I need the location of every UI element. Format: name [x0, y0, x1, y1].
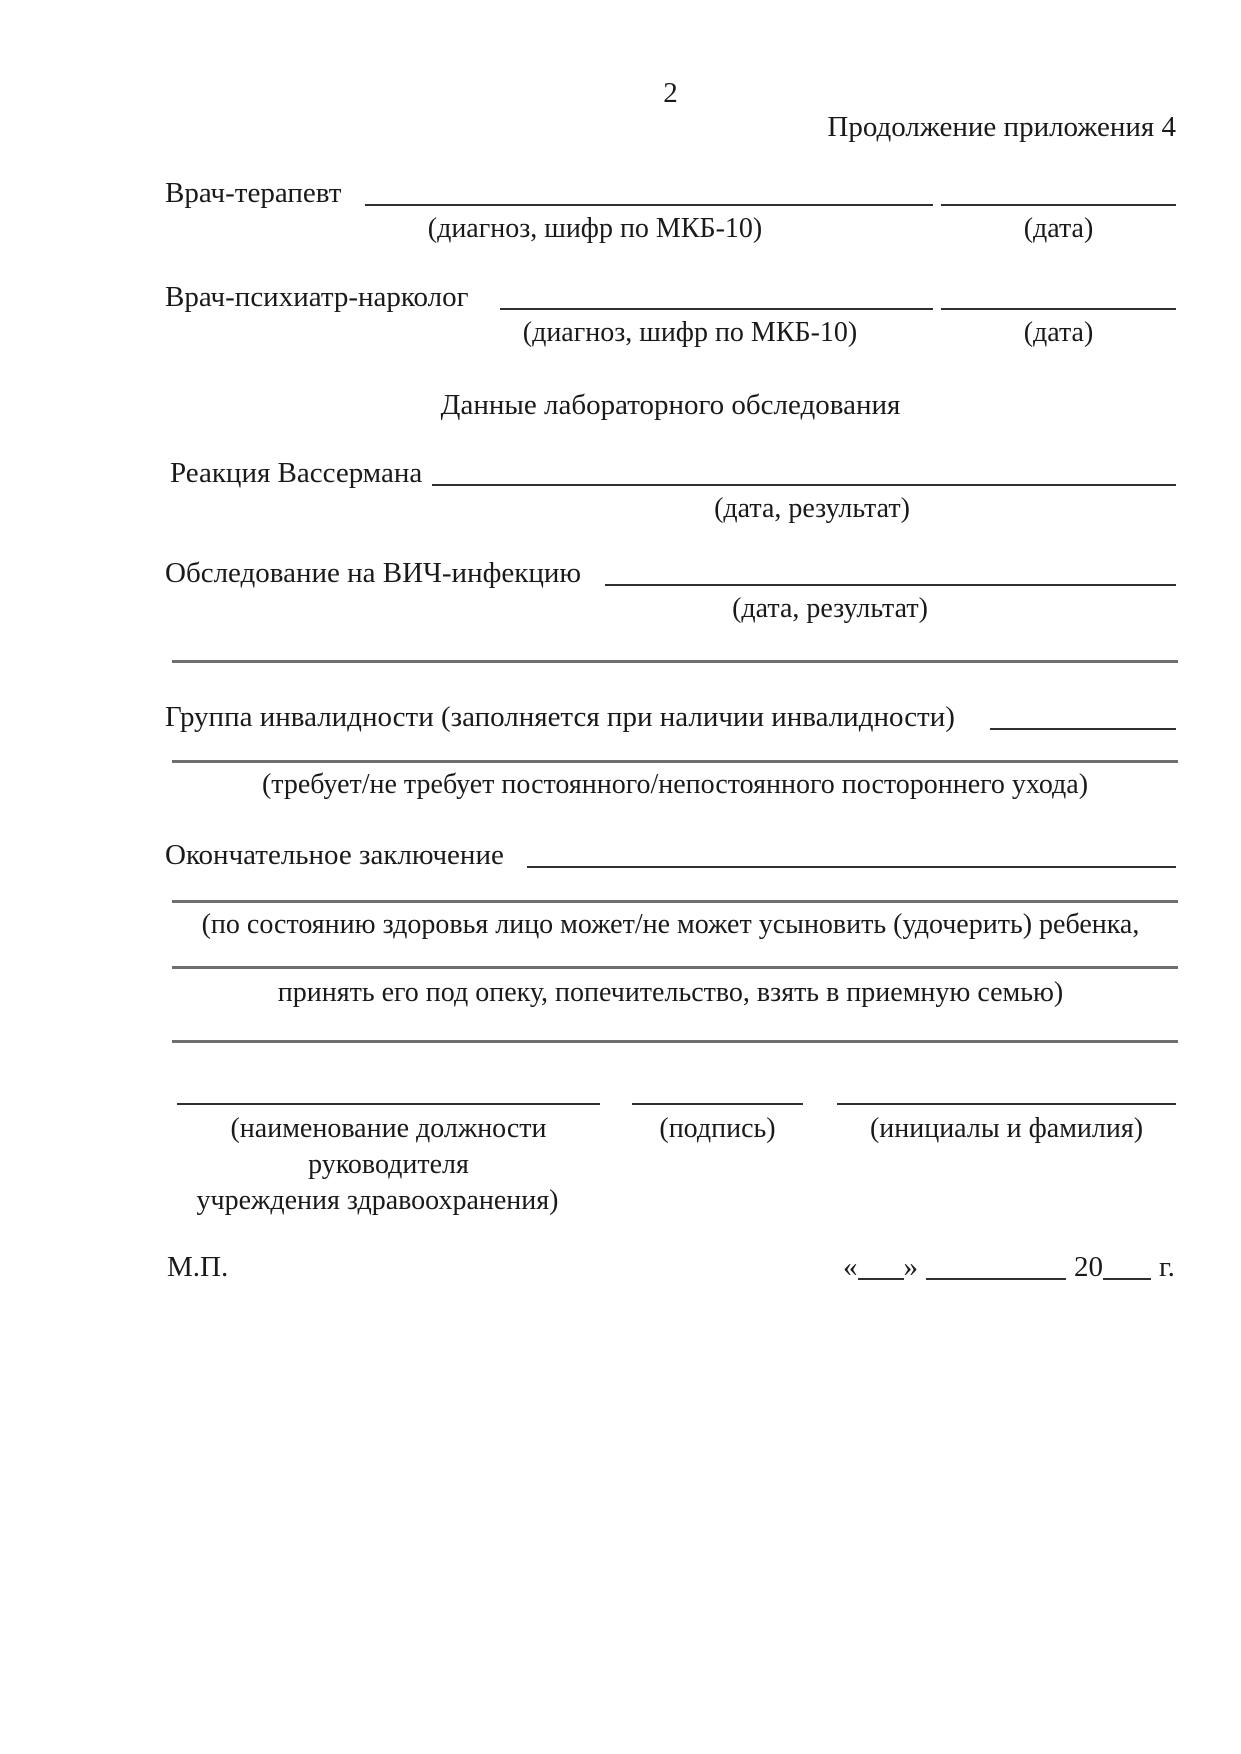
date-century: 20: [1074, 1251, 1103, 1283]
disability-fill-line: [990, 728, 1176, 730]
conclusion-label: Окончательное заключение: [165, 839, 504, 871]
disability-label: Группа инвалидности (заполняется при наличии инвалидности): [165, 701, 955, 733]
date-open-quote: «: [843, 1251, 858, 1283]
empty-fill-line-5: [172, 1040, 1178, 1043]
wasserman-label: Реакция Вассермана: [170, 457, 423, 489]
empty-fill-line-4: [172, 966, 1178, 969]
empty-fill-line-3: [172, 900, 1178, 903]
date-day-blank: [858, 1277, 904, 1280]
psychiatrist-date-line: [941, 308, 1176, 310]
signature-name-line: [837, 1103, 1176, 1105]
continuation-note: Продолжение приложения 4: [827, 111, 1176, 143]
signature-position-line: [177, 1103, 600, 1105]
care-requirement-hint: (требует/не требует постоянного/непостоянного постороннего ухода): [261, 769, 1089, 800]
therapist-date-line: [941, 204, 1176, 206]
signature-position-hint-line-3: учреждения здравоохранения): [196, 1185, 559, 1216]
date-month-blank: [926, 1277, 1066, 1280]
hiv-label: Обследование на ВИЧ-инфекцию: [165, 557, 582, 589]
therapist-fill-line: [365, 204, 933, 206]
date-close-quote: »: [903, 1251, 918, 1283]
hiv-hint: (дата, результат): [732, 593, 928, 624]
signature-name-hint: (инициалы и фамилия): [869, 1113, 1144, 1144]
signature-position-hint-line-2: руководителя: [308, 1149, 469, 1180]
wasserman-fill-line: [432, 484, 1176, 486]
conclusion-hint-line-1: (по состоянию здоровья лицо может/не может усыновить (удочерить) ребенка,: [201, 909, 1140, 940]
empty-fill-line-2: [172, 760, 1178, 763]
conclusion-fill-line: [527, 866, 1176, 868]
conclusion-hint-line-2: принять его под опеку, попечительство, взять в приемную семью): [277, 977, 1064, 1008]
hiv-fill-line: [605, 584, 1176, 586]
wasserman-hint: (дата, результат): [714, 493, 910, 524]
stamp-label: М.П.: [167, 1251, 229, 1283]
lab-section-heading: Данные лабораторного обследования: [440, 389, 901, 421]
psychiatrist-fill-line: [500, 308, 933, 310]
therapist-label: Врач-терапевт: [165, 177, 342, 209]
psychiatrist-label: Врач-психиатр-нарколог: [165, 281, 469, 313]
psychiatrist-date-hint: (дата): [1023, 317, 1094, 348]
signature-position-hint-line-1: (наименование должности: [230, 1113, 547, 1144]
psychiatrist-diagnosis-hint: (диагноз, шифр по МКБ-10): [522, 317, 858, 348]
signature-sign-hint: (подпись): [659, 1113, 776, 1144]
empty-fill-line-1: [172, 660, 1178, 663]
signature-sign-line: [632, 1103, 803, 1105]
date-row: [843, 1250, 1175, 1284]
therapist-date-hint: (дата): [1023, 213, 1094, 244]
date-year-suffix: г.: [1159, 1251, 1175, 1283]
date-year-blank: [1103, 1277, 1151, 1280]
therapist-diagnosis-hint: (диагноз, шифр по МКБ-10): [427, 213, 763, 244]
page-number: 2: [663, 77, 678, 109]
